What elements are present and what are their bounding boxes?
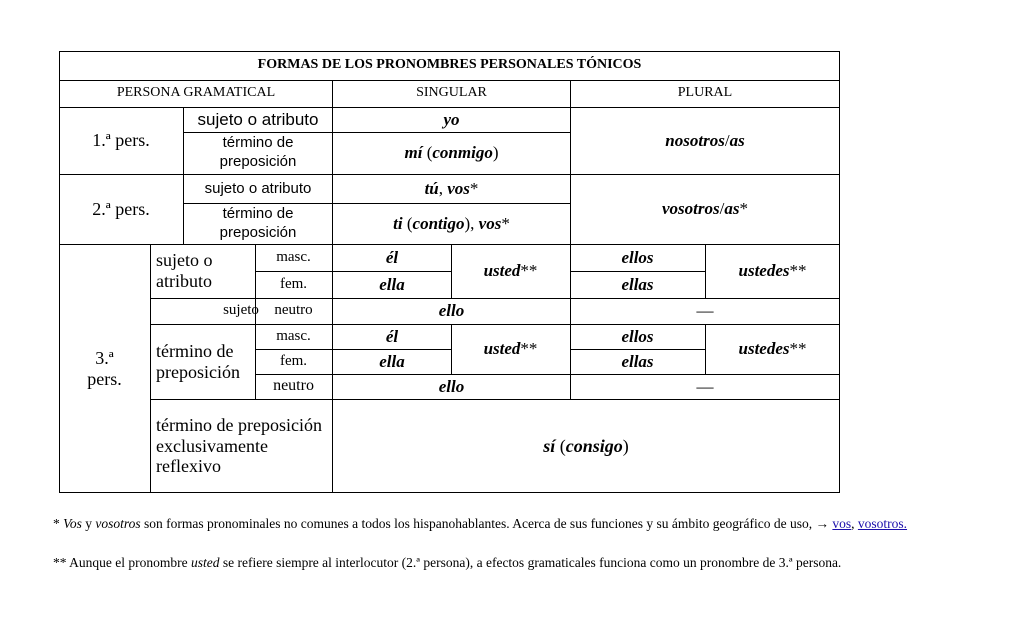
p3-ellos-2: ellos	[621, 326, 654, 346]
footnote-2-usted: usted	[190, 555, 220, 570]
header-singular: SINGULAR	[416, 85, 487, 101]
p3-fem-2: fem.	[279, 352, 308, 369]
p2-sujeto-atributo: sujeto o atributo	[204, 179, 312, 197]
p2-as: as	[724, 199, 740, 219]
p1-plural	[570, 107, 840, 174]
p2-paren-open: (	[402, 213, 413, 233]
footnote-1-y: y	[81, 516, 96, 531]
p2-paren-close: ),	[464, 213, 479, 233]
table-title: FORMAS DE LOS PRONOMBRES PERSONALES TÓNICOS	[257, 57, 642, 73]
p3-ustedes-mark-1: **	[789, 261, 807, 281]
p3-si-consigo	[332, 399, 840, 493]
p3-sujeto: sujeto	[223, 302, 259, 319]
p3-masc-2: masc.	[276, 327, 311, 344]
p3-fem-1: fem.	[279, 275, 308, 292]
first-person-label: 1.ª pers.	[92, 130, 150, 151]
second-person-label: 2.ª pers.	[92, 198, 150, 219]
p2-plural-mark: *	[739, 199, 748, 219]
p2-vosotros: vosotros	[662, 199, 720, 219]
p3-usted-mark-2: **	[520, 339, 538, 359]
p3-usted-mark-1: **	[520, 261, 538, 281]
p3-neutro-2: neutro	[273, 377, 314, 395]
link-vos[interactable]: vos	[832, 516, 852, 531]
p2-vos-mark: *	[469, 178, 479, 198]
p3-reflexivo: término de preposición exclusivamente reflexivo	[156, 414, 322, 477]
footnote-2-text-a: ** Aunque el pronombre	[53, 555, 191, 570]
p1-paren-open: (	[426, 143, 433, 163]
p2-termino-preposicion: término de preposición	[219, 204, 297, 241]
p3-ustedes-2	[705, 324, 840, 374]
p3-sujeto-atributo: sujeto o atributo	[156, 250, 213, 291]
p2-ti-contigo-vos	[333, 203, 570, 244]
p2-vos-mark-2: *	[501, 213, 510, 233]
p2-comma: ,	[438, 178, 448, 198]
p2-plural	[570, 174, 840, 244]
p1-yo: yo	[443, 109, 460, 129]
link-vosotros[interactable]: vosotros.	[857, 516, 908, 531]
p3-si: sí	[543, 435, 556, 456]
p3-termino-preposicion: término de preposición	[156, 340, 240, 382]
p2-vos-2: vos	[478, 213, 502, 233]
p3-el-2: él	[385, 326, 399, 346]
p3-usted-word-2: usted	[483, 339, 521, 359]
p1-as: as	[729, 130, 745, 150]
footnote-2	[53, 555, 841, 571]
p1-slash: /	[724, 130, 730, 150]
p1-mi: mí	[404, 143, 423, 163]
p3-ustedes-1	[705, 244, 840, 298]
p3-ustedes-mark-2: **	[789, 339, 807, 359]
p3-consigo: consigo	[565, 435, 623, 456]
footnote-1-mark: *	[53, 516, 64, 531]
p3-label-pers: pers.	[87, 368, 122, 389]
p3-si-paren-close: )	[622, 435, 629, 456]
p3-dash-1: —	[696, 301, 714, 321]
p3-ello-1: ello	[438, 301, 465, 321]
p3-ustedes-word-2: ustedes	[738, 339, 790, 359]
p1-conmigo: conmigo	[432, 143, 493, 163]
p3-usted-1	[451, 244, 570, 298]
footnote-1-text: son formas pronominales no comunes a todos los hispanohablantes. Acerca de sus funciones y su ámbito geográfico de uso, →	[140, 516, 833, 531]
p2-vos: vos	[447, 178, 470, 198]
footnote-2-text-b: se refiere siempre al interlocutor (2.ª persona), a efectos gramaticales funciona como un pronombre de 3.ª persona.	[219, 555, 842, 570]
p1-nosotros: nosotros	[665, 130, 725, 150]
p3-neutro-1: neutro	[274, 302, 313, 319]
p3-ellas-2: ellas	[621, 351, 654, 371]
third-person-label	[59, 244, 150, 493]
p3-usted-2	[451, 324, 570, 374]
p3-label-ordinal: 3.ª	[95, 347, 114, 368]
footnote-1-vosotros: vosotros	[95, 516, 141, 531]
p3-ello-2: ello	[438, 376, 465, 396]
p1-paren-close: )	[492, 143, 499, 163]
p2-slash: /	[719, 199, 725, 219]
p2-ti: ti	[393, 213, 403, 233]
footnote-1	[53, 516, 907, 532]
p2-tu-vos	[333, 174, 570, 203]
p1-mi-conmigo	[333, 132, 570, 174]
p3-ella-2: ella	[379, 351, 405, 371]
p3-el-1: él	[385, 247, 399, 267]
header-plural: PLURAL	[677, 85, 733, 101]
p1-sujeto-atributo: sujeto o atributo	[197, 109, 319, 129]
p3-dash-2: —	[696, 376, 714, 396]
footnote-1-vos: Vos	[63, 516, 82, 531]
header-persona: PERSONA GRAMATICAL	[116, 85, 276, 101]
p2-contigo: contigo	[412, 213, 465, 233]
p3-ella-1: ella	[379, 274, 405, 294]
footnote-1-comma: ,	[851, 516, 858, 531]
p1-termino-preposicion: término de preposición	[219, 134, 297, 170]
p3-usted-word-1: usted	[483, 261, 521, 281]
p3-si-paren-open: (	[555, 435, 566, 456]
p2-tu: tú	[424, 178, 439, 198]
pronoun-table	[59, 51, 840, 493]
p3-ellas-1: ellas	[621, 274, 654, 294]
p3-ellos-1: ellos	[621, 247, 654, 267]
p3-ustedes-word-1: ustedes	[738, 261, 790, 281]
p3-masc-1: masc.	[276, 248, 311, 265]
